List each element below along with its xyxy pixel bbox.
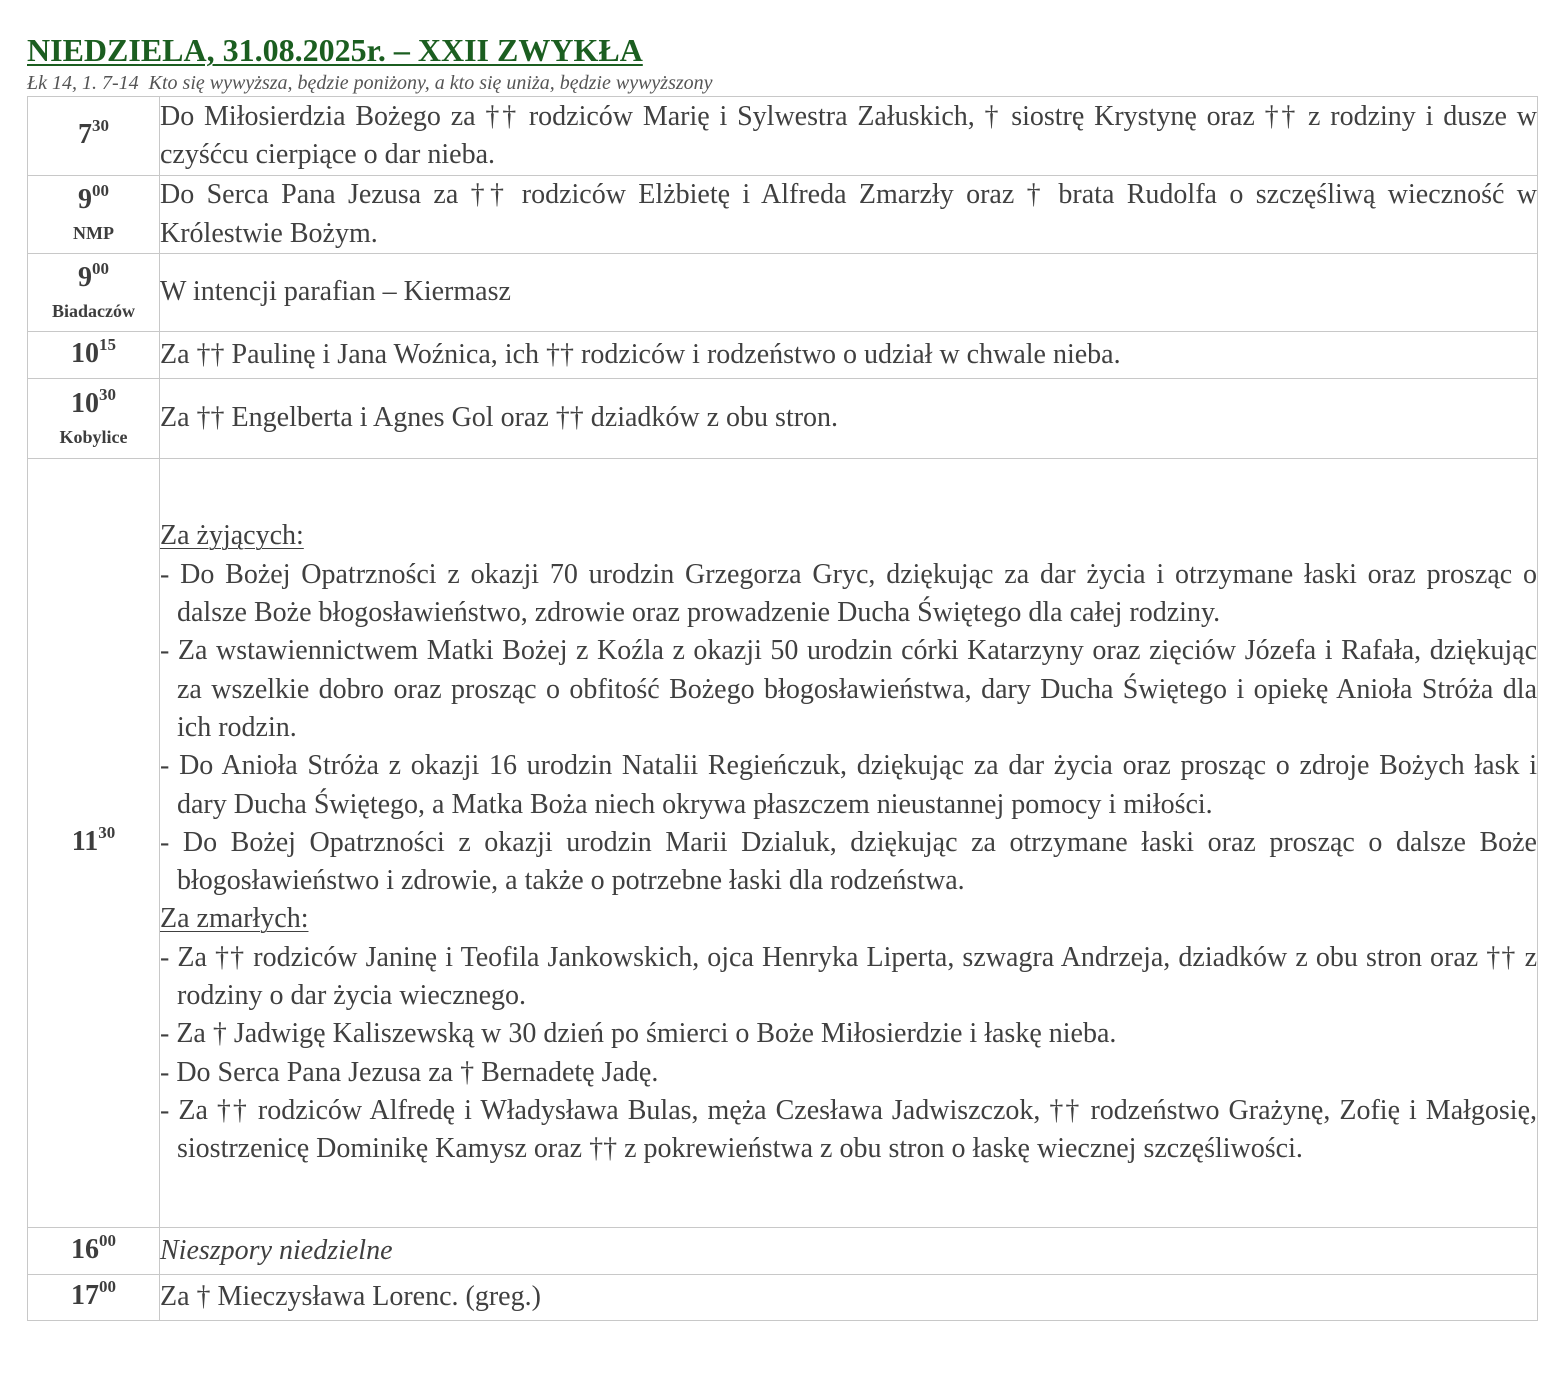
mass-time-cell (28, 1228, 160, 1275)
list-item: - Do Serca Pana Jezusa za † Bernadetę Jadę. (160, 1056, 659, 1088)
list-item: - Do Bożej Opatrzności z okazji 70 urodzin Grzegorza Gryc, dziękując za dar życia i otrzymane łaski oraz prosząc o dalsze Boże błogosławieństwo, zdrowie oraz prowadzenie Ducha Świętego dla całej rodziny. (160, 558, 1537, 629)
mass-intention: Do Miłosierdzia Bożego za †† rodziców Marię i Sylwestra Załuskich, † siostrę Krystynę oraz †† z rodziny i dusze w czyśćcu cierpiące o dar nieba. (160, 97, 1538, 176)
mass-minutes: 30 (98, 822, 116, 842)
mass-hour: 11 (71, 825, 99, 857)
mass-place: NMP (73, 223, 114, 243)
mass-time (28, 334, 159, 372)
mass-hour: 16 (71, 1233, 99, 1265)
mass-time-cell (28, 176, 160, 254)
mass-minutes: 00 (99, 1277, 116, 1296)
mass-minutes: 30 (92, 115, 109, 135)
list-item: - Za wstawiennictwem Matki Bożej z Koźla z okazji 50 urodzin córki Katarzyny oraz zięciów Józefa i Rafała, dziękując za wszelkie dobro oraz prosząc o obfitość Bożego błogosławieństwa, dary Ducha Świętego i opiekę Anioła Stróża dla ich rodzin. (160, 635, 1537, 743)
mass-minutes: 30 (99, 385, 116, 404)
mass-place: Kobylice (59, 427, 128, 447)
mass-intention: Do Serca Pana Jezusa za †† rodziców Elżbietę i Alfreda Zmarzły oraz † brata Rudolfa o szczęśliwą wieczność w Królestwie Bożym. (160, 176, 1538, 254)
mass-time-cell (28, 332, 160, 379)
mass-time (28, 259, 159, 296)
mass-row (28, 332, 1538, 379)
mass-intention-list (160, 459, 1538, 1228)
mass-time-cell (28, 1275, 160, 1321)
mass-intention: W intencji parafian – Kiermasz (160, 254, 1538, 332)
mass-minutes: 15 (99, 334, 116, 354)
mass-row (28, 1228, 1538, 1275)
intention-text: Za † Jadwigę Kaliszewską w 30 dzień po śmierci o Boże Miłosierdzie i łaskę nieba. (176, 1018, 1117, 1050)
mass-time-cell (28, 459, 160, 1228)
list-item: - Do Anioła Stróża z okazji 16 urodzin Natalii Regieńczuk, dziękując za dar życia oraz prosząc o zdroje Bożych łask i dary Ducha Świętego, a Matka Boża niech okrywa płaszczem nieustannej pomocy i miłości. (160, 750, 1537, 820)
schedule-page (27, 30, 1538, 1321)
mass-minutes: 00 (92, 181, 109, 200)
mass-row (28, 254, 1538, 332)
mass-intention: Za † Mieczysława Lorenc. (greg.) (160, 1275, 1538, 1321)
mass-place: Biadaczów (52, 301, 135, 321)
living-label: Za żyjących: (160, 520, 304, 552)
intention-text: Do Serca Pana Jezusa za † Bernadetę Jadę. (176, 1056, 659, 1088)
list-item: - Za †† rodziców Janinę i Teofila Jankowskich, ojca Henryka Liperta, szwagra Andrzeja, dziadków z obu stron oraz †† z rodziny o dar życia wiecznego. (160, 941, 1538, 1012)
mass-hour: 9 (78, 184, 92, 215)
mass-row (28, 176, 1538, 254)
intention-text: Do Bożej Opatrzności z okazji urodzin Marii Dzialuk, dziękując za otrzymane łaski oraz prosząc o dalsze Boże błogosławieństwo i zdrowie, a także o potrzebne łaski dla rodzeństwa. (177, 826, 1537, 897)
mass-time-cell (28, 254, 160, 332)
intention-text: Do Anioła Stróża z okazji 16 urodzin Natalii Regieńczuk, dziękując za dar życia oraz prosząc o zdroje Bożych łask i dary Ducha Świętego, a Matka Boża niech okrywa płaszczem nieustannej pomocy i miłości. (177, 750, 1537, 820)
mass-hour: 10 (71, 388, 99, 419)
mass-intention: Za †† Paulinę i Jana Woźnica, ich †† rodziców i rodzeństwo o udział w chwale nieba. (160, 332, 1538, 379)
mass-time-cell (28, 379, 160, 459)
mass-time (28, 1230, 159, 1268)
mass-time-cell (28, 97, 160, 176)
page-title: NIEDZIELA, 31.08.2025r. – XXII ZWYKŁA (27, 32, 643, 68)
mass-intention: Za †† Engelberta i Agnes Gol oraz †† dziadków z obu stron. (160, 379, 1538, 459)
gospel-reading: Łk 14, 1. 7-14 Kto się wywyższa, będzie poniżony, a kto się uniża, będzie wywyższony (27, 72, 713, 94)
intention-text: Za wstawiennictwem Matki Bożej z Koźla z okazji 50 urodzin córki Katarzyny oraz zięciów Józefa i Rafała, dziękując za wszelkie dobro oraz prosząc o obfitość Bożego błogosławieństwa, dary Ducha Świętego i opiekę Anioła Stróża dla ich rodzin. (177, 635, 1537, 743)
mass-row (28, 379, 1538, 459)
mass-minutes: 00 (99, 1230, 116, 1250)
deceased-label: Za zmarłych: (160, 903, 309, 935)
mass-hour: 9 (78, 262, 92, 293)
intention-text: Za †† rodziców Alfredę i Władysława Bulas, męża Czesława Jadwiszczok, †† rodzeństwo Grażynę, Zofię i Małgosię, siostrzenicę Dominikę Kamysz oraz †† z pokrewieństwa z obu stron o łaskę wiecznej szczęśliwości. (177, 1094, 1538, 1165)
mass-time (28, 822, 159, 860)
intention-text: Za †† rodziców Janinę i Teofila Jankowskich, ojca Henryka Liperta, szwagra Andrzeja, dziadków z obu stron oraz †† z rodziny o dar życia wiecznego. (177, 941, 1538, 1012)
mass-time (28, 385, 159, 422)
mass-intentions-table (27, 96, 1538, 1321)
mass-row (28, 459, 1538, 1228)
mass-row (28, 1275, 1538, 1321)
mass-time (28, 1277, 159, 1314)
mass-intention: Nieszpory niedzielne (160, 1228, 1538, 1275)
mass-hour: 10 (71, 337, 99, 369)
mass-hour: 17 (71, 1280, 99, 1311)
list-item: - Za †† rodziców Alfredę i Władysława Bulas, męża Czesława Jadwiszczok, †† rodzeństwo Grażynę, Zofię i Małgosię, siostrzenicę Dominikę Kamysz oraz †† z pokrewieństwa z obu stron o łaskę wiecznej szczęśliwości. (160, 1094, 1538, 1165)
mass-minutes: 00 (92, 259, 109, 278)
intention-text: Do Bożej Opatrzności z okazji 70 urodzin Grzegorza Gryc, dziękując za dar życia i otrzymane łaski oraz prosząc o dalsze Boże błogosławieństwo, zdrowie oraz prowadzenie Ducha Świętego dla całej rodziny. (177, 558, 1537, 629)
mass-time (28, 181, 159, 218)
list-item: - Do Bożej Opatrzności z okazji urodzin Marii Dzialuk, dziękując za otrzymane łaski oraz prosząc o dalsze Boże błogosławieństwo i zdrowie, a także o potrzebne łaski dla rodzeństwa. (160, 826, 1537, 897)
mass-row (28, 97, 1538, 176)
mass-hour: 7 (78, 118, 92, 150)
list-item: - Za † Jadwigę Kaliszewską w 30 dzień po śmierci o Boże Miłosierdzie i łaskę nieba. (160, 1018, 1117, 1050)
mass-time (28, 115, 159, 153)
